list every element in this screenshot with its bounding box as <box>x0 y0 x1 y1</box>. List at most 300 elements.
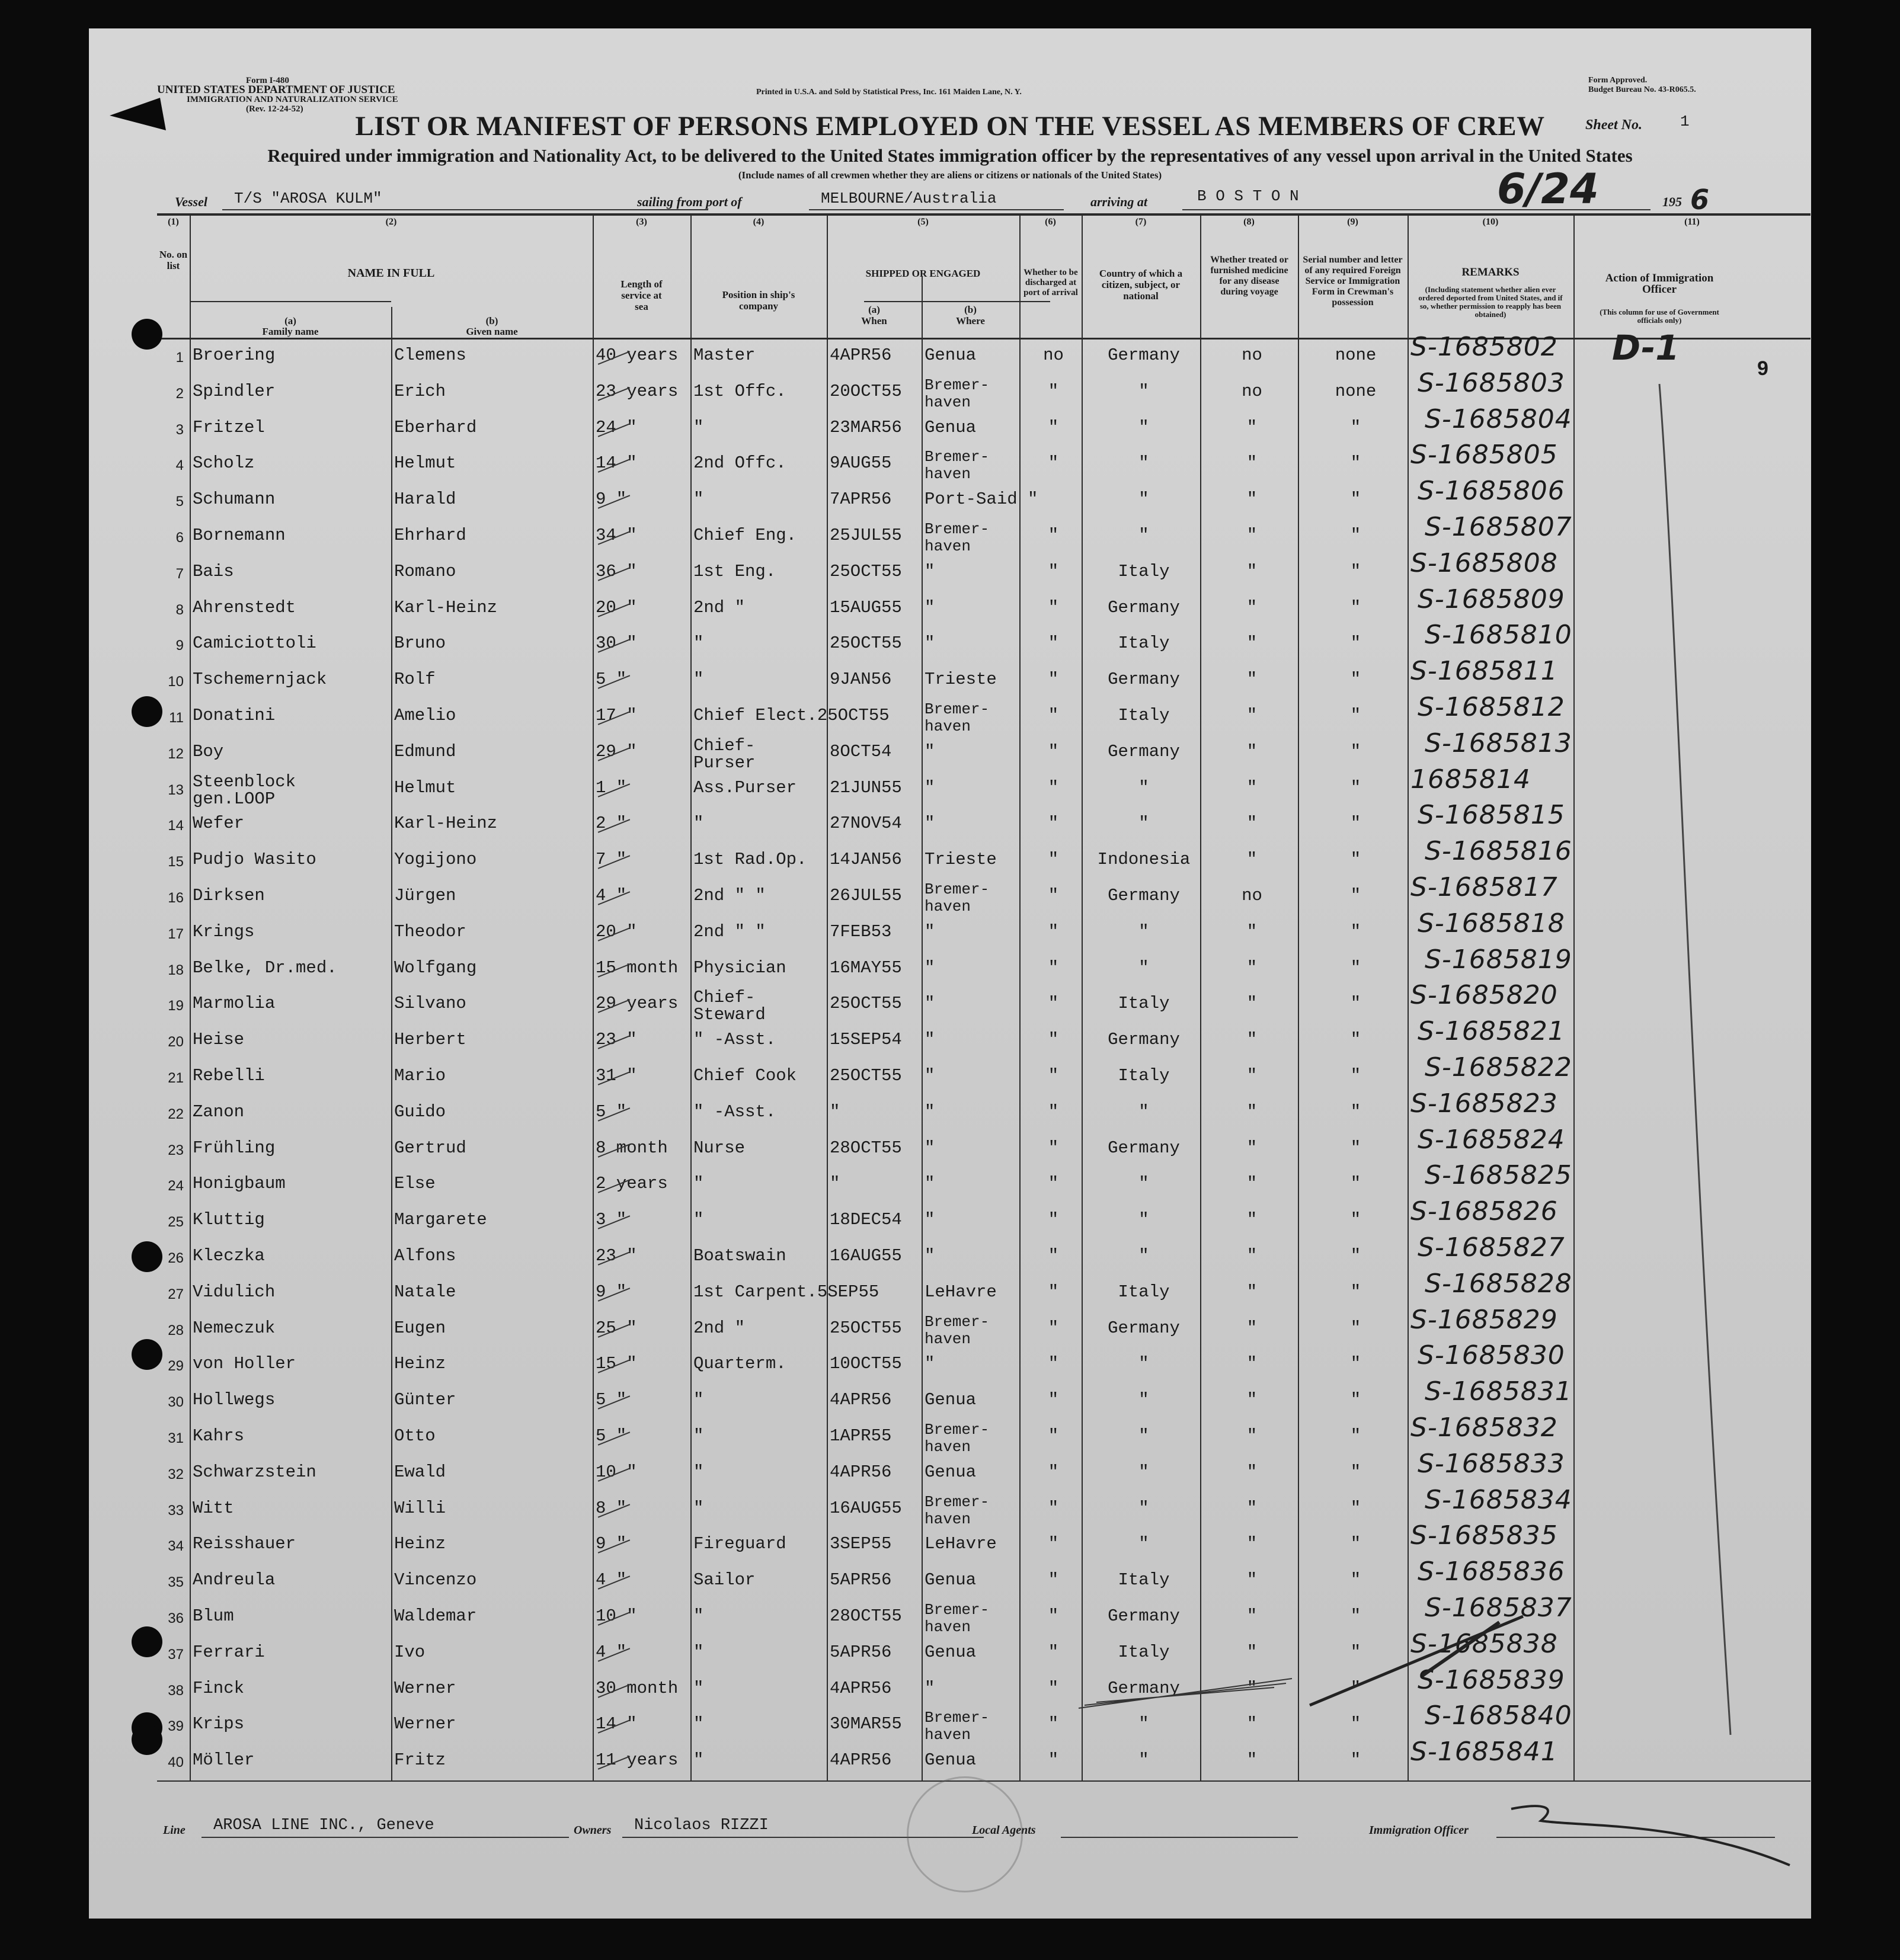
cell-treated: " <box>1246 1138 1258 1158</box>
cell-serial: " <box>1350 1246 1361 1266</box>
owners-value: Nicolaos RIZZI <box>634 1817 769 1834</box>
cell-no: 33 <box>168 1502 184 1519</box>
cell-when: 25OCT55 <box>830 994 902 1014</box>
cell-where: Bremer- haven <box>925 1493 990 1528</box>
cell-discharge: " <box>1048 777 1059 798</box>
cell-treated: " <box>1246 489 1258 510</box>
cell-where: Genua <box>925 1462 977 1482</box>
cell-position: Nurse <box>693 1138 746 1158</box>
cell-remarks: S-1685815 <box>1418 800 1565 831</box>
cell-discharge: " <box>1048 1354 1059 1374</box>
table-row <box>157 1737 1811 1779</box>
cell-given: Mario <box>394 1066 446 1085</box>
cell-remarks: 1685814 <box>1410 764 1531 795</box>
col10-number: (10) <box>1482 217 1499 227</box>
cell-discharge: " <box>1048 1066 1059 1085</box>
cell-treated: " <box>1246 633 1258 654</box>
cell-discharge: " <box>1048 957 1059 978</box>
cell-treated: no <box>1242 345 1262 365</box>
cell-family: Steenblock gen.LOOP <box>193 771 296 809</box>
col2a-header: Family name <box>262 326 319 337</box>
cell-given: Heinz <box>394 1354 446 1374</box>
cell-treated: " <box>1246 670 1258 690</box>
cell-position: " <box>693 1642 704 1662</box>
cell-discharge: " <box>1048 1390 1059 1410</box>
cell-remarks: S-1685817 <box>1410 872 1558 902</box>
cell-where: Bremer- haven <box>925 376 990 411</box>
cell-where: Genua <box>925 1390 977 1410</box>
cell-when: 30MAR55 <box>830 1714 902 1734</box>
cell-given: Bruno <box>394 633 446 654</box>
cell-discharge: " <box>1048 1750 1059 1770</box>
cell-given: Waldemar <box>394 1606 477 1626</box>
cell-serial: " <box>1350 850 1361 870</box>
cell-treated: " <box>1246 1282 1258 1302</box>
binding-mark <box>107 95 172 136</box>
cell-service: 14 " <box>596 453 637 473</box>
cell-discharge: " <box>1048 1714 1059 1734</box>
cell-country: Italy <box>1118 633 1170 654</box>
cell-discharge: " <box>1048 1246 1059 1266</box>
punch-hole <box>132 319 162 350</box>
cell-where: " <box>925 741 935 761</box>
cell-treated: " <box>1246 850 1258 870</box>
cell-family: Honigbaum <box>193 1174 286 1194</box>
cell-serial: " <box>1350 417 1361 437</box>
cell-when: 9JAN56 <box>830 670 892 690</box>
col10-note: (Including statement whether alien ever ordered deported from United States, and if so, whether permission to reapply has been obtained) <box>1418 285 1563 319</box>
cell-position: " -Asst. <box>693 1101 776 1122</box>
cell-family: Marmolia <box>193 994 276 1014</box>
cell-given: Theodor <box>394 921 466 941</box>
cell-serial: " <box>1350 1678 1361 1698</box>
cell-service: 20 " <box>596 597 637 617</box>
cell-remarks: S-1685821 <box>1418 1016 1565 1047</box>
cell-when: 14JAN56 <box>830 850 902 870</box>
cell-family: Scholz <box>193 453 255 473</box>
cell-remarks: S-1685808 <box>1410 547 1558 578</box>
cell-where: " <box>925 814 935 834</box>
cell-position: Chief Elect.25OCT55 <box>693 706 890 725</box>
cell-serial: " <box>1350 777 1361 798</box>
cell-country: Germany <box>1108 345 1180 365</box>
cell-given: Jürgen <box>394 886 456 905</box>
cell-treated: " <box>1246 417 1258 437</box>
cell-when: 25OCT55 <box>830 633 902 654</box>
cell-given: Eugen <box>394 1318 446 1338</box>
cell-family: Schwarzstein <box>193 1462 316 1482</box>
cell-service: 14 " <box>596 1714 637 1734</box>
col11-header: Action of Immigration Officer <box>1605 272 1714 296</box>
cell-family: Fritzel <box>193 417 265 437</box>
cell-when: 7APR56 <box>830 489 892 510</box>
cell-where: Bremer- haven <box>925 1312 990 1348</box>
cell-treated: " <box>1246 1354 1258 1374</box>
cell-treated: " <box>1246 1678 1258 1698</box>
cell-discharge: " <box>1048 417 1059 437</box>
handwritten-scribble <box>1073 1673 1298 1714</box>
cell-remarks: S-1685819 <box>1425 944 1572 975</box>
cell-discharge: " <box>1048 814 1059 834</box>
cell-discharge: " <box>1048 1570 1059 1590</box>
cell-remarks: S-1685818 <box>1418 908 1565 939</box>
cell-discharge: " <box>1048 453 1059 473</box>
cell-given: Karl-Heinz <box>394 814 498 834</box>
cell-serial: none <box>1335 345 1377 365</box>
cell-treated: " <box>1246 1246 1258 1266</box>
cell-position: " <box>693 814 704 834</box>
cell-service: 23 " <box>596 1030 637 1050</box>
cell-discharge: " <box>1048 706 1059 725</box>
cell-country: Italy <box>1118 1066 1170 1085</box>
cell-family: Witt <box>193 1498 234 1518</box>
cell-family: Reisshauer <box>193 1534 296 1554</box>
cell-when: 15SEP54 <box>830 1030 902 1050</box>
cell-serial: " <box>1350 814 1361 834</box>
cell-family: Camiciottoli <box>193 633 316 654</box>
cell-service: 29 " <box>596 741 637 761</box>
vessel-label: Vessel <box>175 194 207 209</box>
cell-no: 2 <box>175 385 184 402</box>
cell-service: 3 " <box>596 1210 627 1230</box>
cell-no: 5 <box>175 494 184 510</box>
cell-discharge: " <box>1048 850 1059 870</box>
cell-given: Romano <box>394 561 456 581</box>
vessel-name: T/S "AROSA KULM" <box>234 190 382 207</box>
cell-discharge: " <box>1048 633 1059 654</box>
cell-family: Frühling <box>193 1138 276 1158</box>
col3-number: (3) <box>636 217 647 227</box>
cell-position: 2nd " " <box>693 886 766 905</box>
cell-where: " <box>925 597 935 617</box>
table-row <box>157 1376 1811 1418</box>
cell-treated: " <box>1246 706 1258 725</box>
cell-when: 25OCT55 <box>830 561 902 581</box>
cell-where: Bremer- haven <box>925 700 990 735</box>
cell-treated: " <box>1246 741 1258 761</box>
col5a-number: (a) <box>868 304 880 315</box>
cell-service: 5 " <box>596 1390 627 1410</box>
cell-no: 16 <box>168 890 184 906</box>
budget-bureau-number: Budget Bureau No. 43-R065.5. <box>1588 85 1696 94</box>
cell-when: 4APR56 <box>830 345 892 365</box>
cell-treated: no <box>1242 381 1262 401</box>
col5b-header: Where <box>956 315 985 326</box>
cell-no: 31 <box>168 1430 184 1446</box>
cell-when: 21JUN55 <box>830 777 902 798</box>
col3-header: Length of service at sea <box>620 278 663 312</box>
cell-country: Italy <box>1118 1570 1170 1590</box>
cell-given: Clemens <box>394 345 466 365</box>
cell-family: Belke, Dr.med. <box>193 957 337 978</box>
cell-service: 30 " <box>596 633 637 654</box>
cell-no: 21 <box>168 1070 184 1086</box>
sheet-number-label: Sheet No. <box>1585 117 1642 133</box>
cell-family: Möller <box>193 1750 255 1770</box>
cell-position: 2nd Offc. <box>693 453 786 473</box>
cell-service: 20 " <box>596 921 637 941</box>
year-label: 195 <box>1662 194 1682 209</box>
cell-treated: " <box>1246 957 1258 978</box>
cell-discharge: " <box>1048 741 1059 761</box>
cell-given: Edmund <box>394 741 456 761</box>
cell-country: " <box>1138 921 1149 941</box>
cell-when: 9AUG55 <box>830 453 892 473</box>
cell-when: 27NOV54 <box>830 814 902 834</box>
cell-service: 31 " <box>596 1066 637 1085</box>
cell-country: " <box>1138 1462 1149 1482</box>
cell-no: 7 <box>175 565 184 582</box>
table-row <box>157 620 1811 662</box>
cell-given: Günter <box>394 1390 456 1410</box>
cell-remarks: S-1685836 <box>1418 1557 1565 1587</box>
cell-treated: " <box>1246 1642 1258 1662</box>
cell-where: Port-Said " <box>925 489 1038 510</box>
cell-where: " <box>925 1678 935 1698</box>
cell-treated: " <box>1246 1030 1258 1050</box>
cell-serial: " <box>1350 453 1361 473</box>
cell-discharge: " <box>1048 1101 1059 1122</box>
cell-given: Ehrhard <box>394 526 466 545</box>
cell-remarks: S-1685810 <box>1425 620 1572 651</box>
cell-service: 5 " <box>596 1101 627 1122</box>
cell-discharge: " <box>1048 1030 1059 1050</box>
cell-discharge: " <box>1048 597 1059 617</box>
cell-country: Italy <box>1118 561 1170 581</box>
cell-treated: " <box>1246 597 1258 617</box>
cell-where: Bremer- haven <box>925 520 990 555</box>
cell-when: 1APR55 <box>830 1426 892 1446</box>
cell-given: Werner <box>394 1714 456 1734</box>
cell-family: von Holler <box>193 1354 296 1374</box>
cell-where: Genua <box>925 345 977 365</box>
cell-remarks: S-1685813 <box>1425 728 1572 758</box>
cell-serial: " <box>1350 1030 1361 1050</box>
cell-country: Germany <box>1108 1318 1180 1338</box>
cell-service: 34 " <box>596 526 637 545</box>
handwritten-strike-marks <box>1304 1604 1529 1711</box>
cell-position: Chief Eng. <box>693 526 797 545</box>
cell-position: 2nd " <box>693 1318 746 1338</box>
cell-position: Chief- Steward <box>693 988 766 1025</box>
cell-no: 9 <box>175 638 184 654</box>
punch-hole <box>132 1724 162 1755</box>
cell-service: 23 years <box>596 381 679 401</box>
cell-service: 9 " <box>596 1534 627 1554</box>
cell-serial: " <box>1350 1642 1361 1662</box>
cell-no: 30 <box>168 1394 184 1411</box>
col5-number: (5) <box>917 217 929 227</box>
table-header <box>157 213 1811 338</box>
col4-header: Position in ship's company <box>722 289 795 312</box>
cell-when: 5APR56 <box>830 1570 892 1590</box>
cell-no: 34 <box>168 1538 184 1555</box>
cell-serial: " <box>1350 1714 1361 1734</box>
cell-family: Finck <box>193 1678 245 1698</box>
cell-serial: " <box>1350 633 1361 654</box>
cell-serial: " <box>1350 1282 1361 1302</box>
cell-country: " <box>1138 1210 1149 1230</box>
punch-hole <box>132 1241 162 1272</box>
cell-position: Sailor <box>693 1570 756 1590</box>
cell-remarks: S-1685822 <box>1425 1052 1572 1083</box>
col6-header: Whether to be discharged at port of arrival <box>1023 268 1078 297</box>
cell-family: Zanon <box>193 1101 245 1122</box>
cell-no: 18 <box>168 962 184 978</box>
arriving-at-label: arriving at <box>1090 194 1147 209</box>
cell-family: Ferrari <box>193 1642 265 1662</box>
cell-position: 1st Offc. <box>693 381 786 401</box>
cell-country: Germany <box>1108 1606 1180 1626</box>
cell-family: Hollwegs <box>193 1390 276 1410</box>
cell-country: Germany <box>1108 741 1180 761</box>
cell-no: 37 <box>168 1646 184 1663</box>
cell-family: Krings <box>193 921 255 941</box>
cell-given: Wolfgang <box>394 957 477 978</box>
cell-where: " <box>925 777 935 798</box>
cell-discharge: " <box>1048 1642 1059 1662</box>
cell-where: Genua <box>925 417 977 437</box>
cell-discharge: " <box>1048 921 1059 941</box>
cell-position: Quarterm. <box>693 1354 786 1374</box>
cell-discharge: " <box>1048 526 1059 545</box>
cell-position: 2nd " <box>693 597 746 617</box>
cell-discharge: " <box>1048 1462 1059 1482</box>
col11-number: (11) <box>1684 217 1700 227</box>
cell-service: 9 " <box>596 1282 627 1302</box>
cell-remarks: S-1685805 <box>1410 440 1558 470</box>
cell-given: Yogijono <box>394 850 477 870</box>
cell-service: 23 " <box>596 1246 637 1266</box>
cell-family: Heise <box>193 1030 245 1050</box>
cell-serial: " <box>1350 1318 1361 1338</box>
cell-no: 36 <box>168 1610 184 1626</box>
local-agents-label: Local Agents <box>972 1824 1036 1837</box>
cell-given: Gertrud <box>394 1138 466 1158</box>
cell-country: Germany <box>1108 886 1180 905</box>
cell-where: " <box>925 561 935 581</box>
cell-where: Bremer- haven <box>925 1421 990 1456</box>
departure-port: MELBOURNE/Australia <box>821 190 997 207</box>
faded-stamp <box>907 1776 1023 1892</box>
cell-when: 10OCT55 <box>830 1354 902 1374</box>
cell-given: Herbert <box>394 1030 466 1050</box>
col2a-number: (a) <box>284 315 296 326</box>
col7-number: (7) <box>1135 217 1147 227</box>
cell-discharge: " <box>1048 994 1059 1014</box>
cell-position: " <box>693 633 704 654</box>
cell-remarks: S-1685811 <box>1410 656 1558 687</box>
cell-given: Harald <box>394 489 456 510</box>
cell-no: 22 <box>168 1106 184 1122</box>
immigration-officer-label: Immigration Officer <box>1369 1824 1469 1837</box>
cell-when: 7FEB53 <box>830 921 892 941</box>
cell-no: 26 <box>168 1250 184 1266</box>
cell-treated: " <box>1246 1390 1258 1410</box>
cell-country: " <box>1138 1426 1149 1446</box>
cell-service: 2 " <box>596 814 627 834</box>
col9-header: Serial number and letter of any required Foreign Service or Immigration Form in Crewman's possession <box>1303 255 1403 308</box>
cell-when: 25OCT55 <box>830 1318 902 1338</box>
cell-position: Ass.Purser <box>693 777 797 798</box>
cell-country: " <box>1138 1750 1149 1770</box>
cell-no: 10 <box>168 674 184 690</box>
cell-where: " <box>925 957 935 978</box>
form-revision: (Rev. 12-24-52) <box>246 104 303 114</box>
cell-family: Ahrenstedt <box>193 597 296 617</box>
cell-given: Vincenzo <box>394 1570 477 1590</box>
cell-serial: " <box>1350 921 1361 941</box>
cell-country: " <box>1138 526 1149 545</box>
cell-serial: " <box>1350 1174 1361 1194</box>
cell-when: 8OCT54 <box>830 741 892 761</box>
cell-when: 4APR56 <box>830 1750 892 1770</box>
col2-number: (2) <box>385 217 397 227</box>
cell-discharge: " <box>1048 886 1059 905</box>
cell-treated: " <box>1246 1426 1258 1446</box>
cell-when: 4APR56 <box>830 1390 892 1410</box>
cell-where: LeHavre <box>925 1534 997 1554</box>
cell-when: 28OCT55 <box>830 1138 902 1158</box>
col10-header: REMARKS <box>1461 266 1520 278</box>
cell-position: " <box>693 1390 704 1410</box>
col2-header: NAME IN FULL <box>347 267 435 280</box>
cell-remarks: S-1685824 <box>1418 1124 1565 1155</box>
cell-when: 5APR56 <box>830 1642 892 1662</box>
cell-country: " <box>1138 814 1149 834</box>
cell-service: 5 " <box>596 1426 627 1446</box>
cell-family: Blum <box>193 1606 234 1626</box>
cell-serial: " <box>1350 1534 1361 1554</box>
cell-discharge: " <box>1048 1318 1059 1338</box>
line-value: AROSA LINE INC., Geneve <box>213 1817 434 1834</box>
cell-family: Nemeczuk <box>193 1318 276 1338</box>
cell-country: Italy <box>1118 706 1170 725</box>
cell-family: Tschemernjack <box>193 670 327 690</box>
cell-no: 11 <box>169 710 184 726</box>
cell-family: Kleczka <box>193 1246 265 1266</box>
cell-position: " <box>693 1210 704 1230</box>
cell-remarks: S-1685830 <box>1418 1340 1565 1371</box>
arrival-port: B O S T O N <box>1197 187 1299 205</box>
cell-family: Rebelli <box>193 1066 265 1085</box>
cell-service: 24 " <box>596 417 637 437</box>
cell-no: 20 <box>168 1034 184 1051</box>
cell-discharge: " <box>1048 1426 1059 1446</box>
year-handwritten: 6 <box>1690 184 1710 216</box>
cell-family: Dirksen <box>193 886 265 905</box>
cell-given: Alfons <box>394 1246 456 1266</box>
cell-serial: " <box>1350 1210 1361 1230</box>
cell-remarks: S-1685829 <box>1410 1304 1558 1335</box>
page-subtitle: Required under immigration and Nationality Act, to be delivered to the United States immigration officer by the representatives of any vessel upon arrival in the United States <box>267 145 1633 166</box>
cell-where: " <box>925 1354 935 1374</box>
cell-country: " <box>1138 1174 1149 1194</box>
col7-header: Country of which a citizen, subject, or national <box>1099 268 1183 302</box>
cell-discharge: " <box>1048 1282 1059 1302</box>
cell-given: Fritz <box>394 1750 446 1770</box>
cell-treated: " <box>1246 561 1258 581</box>
cell-position: Master <box>693 345 756 365</box>
cell-country: Germany <box>1108 1030 1180 1050</box>
cell-when: 23MAR56 <box>830 417 902 437</box>
form-number: Form I-480 <box>246 76 289 85</box>
cell-given: Karl-Heinz <box>394 597 498 617</box>
cell-when: 16AUG55 <box>830 1498 902 1518</box>
cell-when: 4APR56 <box>830 1462 892 1482</box>
cell-service: 4 " <box>596 1642 627 1662</box>
cell-discharge: no <box>1043 345 1064 365</box>
